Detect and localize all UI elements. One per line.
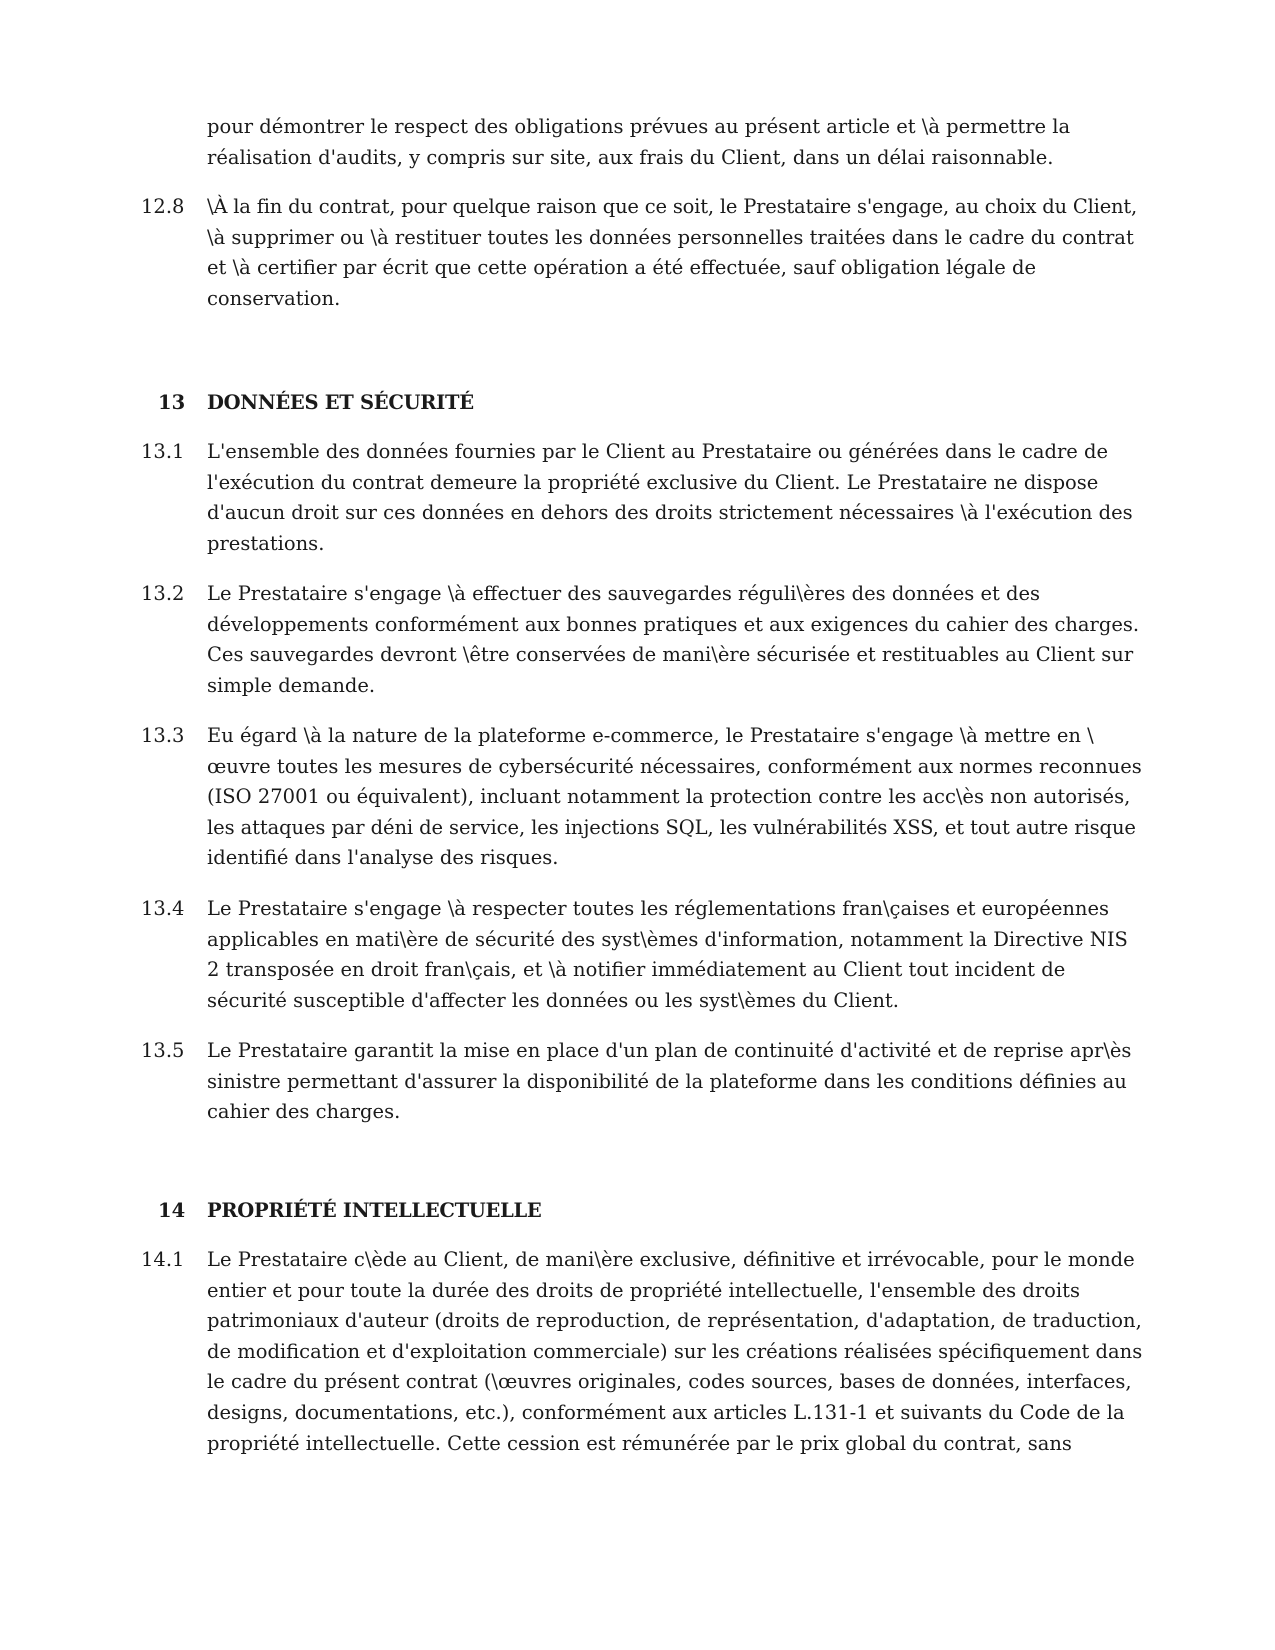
text-line: 2 transposée en droit fran\çais, et \à notifier immédiatement au Client tout incident de xyxy=(207,958,1066,982)
text-line: designs, documentations, etc.), conformément aux articles L.131-1 et suivants du Code de la xyxy=(207,1400,1125,1424)
text-line: réalisation d'audits, y compris sur site, aux frais du Client, dans un délai raisonnable. xyxy=(207,145,1054,169)
section-number: 13 xyxy=(158,391,186,414)
clause-text xyxy=(207,1245,1142,1459)
text-line: Le Prestataire c\ède au Client, de mani\ère exclusive, définitive et irrévocable, pour le monde xyxy=(207,1248,1135,1271)
text-line: Ces sauvegardes devront \être conservées de mani\ère sécurisée et restituables au Client sur xyxy=(207,643,1134,667)
text-line: Le Prestataire s'engage \à effectuer des sauvegardes réguli\ères des données et des xyxy=(207,582,1041,605)
clause-text xyxy=(207,579,1142,701)
text-line: Le Prestataire garantit la mise en place d'un plan de continuité d'activité et de reprise apr\ès xyxy=(207,1039,1132,1062)
text-line: pour démontrer le respect des obligations prévues au présent article et \à permettre la xyxy=(207,115,1071,138)
section-title: DONNÉES ET SÉCURITÉ xyxy=(207,391,474,414)
text-line: entier et pour toute la durée des droits de propriété intellectuelle, l'ensemble des droits xyxy=(207,1278,1080,1302)
text-line: de modification et d'exploitation commerciale) sur les créations réalisées spécifiquement dans xyxy=(207,1339,1143,1363)
clause-text xyxy=(207,437,1142,559)
text-line: œuvre toutes les mesures de cybersécurité nécessaires, conformément aux normes reconnues xyxy=(207,754,1142,778)
clause-number: 14.1 xyxy=(141,1248,185,1271)
clause-number: 13.2 xyxy=(141,582,185,605)
text-line: applicables en mati\ère de sécurité des syst\èmes d'information, notamment la Directive NIS xyxy=(207,927,1128,951)
text-line: sécurité susceptible d'affecter les données ou les syst\èmes du Client. xyxy=(207,988,899,1012)
clause-text xyxy=(207,894,1142,1016)
text-line: d'aucun droit sur ces données en dehors des droits strictement nécessaires \à l'exécution des xyxy=(207,501,1133,525)
text-line: propriété intellectuelle. Cette cession est rémunérée par le prix global du contrat, sans xyxy=(207,1431,1072,1455)
text-line: L'ensemble des données fournies par le Client au Prestataire ou générées dans le cadre de xyxy=(207,440,1109,463)
clause-text xyxy=(207,1036,1142,1128)
text-line: simple demande. xyxy=(207,673,376,697)
text-line: prestations. xyxy=(207,531,325,555)
clause-number: 13.4 xyxy=(141,897,185,920)
clause-number: 13.5 xyxy=(141,1039,185,1062)
clause-number: 13.3 xyxy=(141,724,185,747)
text-line: conservation. xyxy=(207,286,341,310)
clause-text xyxy=(207,721,1142,874)
text-line: sinistre permettant d'assurer la disponibilité de la plateforme dans les conditions définies au xyxy=(207,1069,1127,1093)
text-line: patrimoniaux d'auteur (droits de reproduction, de représentation, d'adaptation, de traduction, xyxy=(207,1309,1142,1333)
text-line: (ISO 27001 ou équivalent), incluant notamment la protection contre les acc\ès non autorisés, xyxy=(207,785,1131,809)
text-line: \à supprimer ou \à restituer toutes les données personnelles traitées dans le cadre du contrat xyxy=(207,225,1134,249)
section-number: 14 xyxy=(158,1199,186,1222)
text-line: identifié dans l'analyse des risques. xyxy=(207,846,559,870)
paragraph-text xyxy=(207,112,1142,173)
section-title: PROPRIÉTÉ INTELLECTUELLE xyxy=(207,1199,542,1222)
text-line: développements conformément aux bonnes pratiques et aux exigences du cahier des charges. xyxy=(207,612,1140,636)
clause-number: 12.8 xyxy=(141,195,185,218)
text-line: les attaques par déni de service, les injections SQL, les vulnérabilités XSS, et tout autre risque xyxy=(207,815,1136,839)
text-line: Eu égard \à la nature de la plateforme e-commerce, le Prestataire s'engage \à mettre en \ xyxy=(207,724,1094,747)
clause-number: 13.1 xyxy=(141,440,185,463)
text-line: Le Prestataire s'engage \à respecter toutes les réglementations fran\çaises et européennes xyxy=(207,897,1110,920)
text-line: \À la fin du contrat, pour quelque raison que ce soit, le Prestataire s'engage, au choix du Client, xyxy=(207,195,1138,218)
text-line: le cadre du présent contrat (\œuvres originales, codes sources, bases de données, interfaces, xyxy=(207,1370,1132,1394)
text-line: cahier des charges. xyxy=(207,1100,401,1124)
text-line: l'exécution du contrat demeure la propriété exclusive du Client. Le Prestataire ne dispose xyxy=(207,470,1099,494)
text-line: et \à certifier par écrit que cette opération a été effectuée, sauf obligation légale de xyxy=(207,256,1037,280)
clause-text xyxy=(207,192,1142,314)
